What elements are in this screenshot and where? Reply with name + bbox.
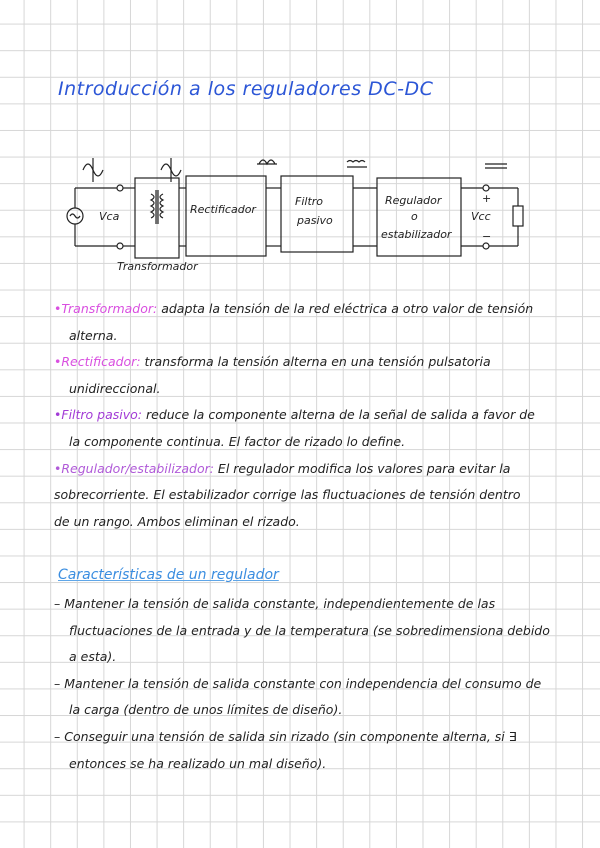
list-item-continuation: fluctuaciones de la entrada y de la temperatura (se sobredimensiona debido bbox=[69, 622, 550, 638]
ripple-wave-icon bbox=[347, 161, 367, 168]
regulator-label-1: Regulador bbox=[385, 194, 442, 207]
list-item: – Mantener la tensión de salida constante con independencia del consumo de bbox=[54, 675, 542, 691]
regulator-label-3: estabilizador bbox=[381, 228, 452, 241]
term-regulador: Regulador/estabilizador: bbox=[61, 460, 214, 476]
transformer-label: Transformador bbox=[117, 260, 198, 273]
bullet-item-continuation: de un rango. Ambos eliminan el rizado. bbox=[54, 513, 300, 529]
block-diagram bbox=[55, 150, 535, 280]
bullet-item-continuation: la componente continua. El factor de rizado lo define. bbox=[69, 433, 406, 449]
term-transformador: Transformador: bbox=[61, 301, 158, 316]
list-item-continuation: entonces se ha realizado un mal diseño). bbox=[69, 755, 327, 771]
minus-sign: − bbox=[482, 230, 492, 243]
filter-label-2: pasivo bbox=[297, 214, 333, 227]
list-item-continuation: a esta). bbox=[69, 649, 117, 665]
bullet-item-continuation: alterna. bbox=[69, 327, 118, 343]
filter-label-1: Filtro bbox=[295, 195, 324, 208]
component-definitions bbox=[54, 296, 554, 535]
bullet-item-continuation: unidireccional. bbox=[69, 380, 161, 396]
list-item: – Mantener la tensión de salida constante, independientemente de las bbox=[54, 596, 496, 611]
term-rectificador: Rectificador: bbox=[61, 354, 141, 370]
bullet-item-continuation: sobrecorriente. El estabilizador corrige las fluctuaciones de tensión dentro bbox=[54, 487, 521, 503]
rectifier-label: Rectificador bbox=[190, 203, 256, 216]
bullet-item: •Rectificador: transforma la tensión alterna en una tensión pulsatoria bbox=[54, 354, 491, 370]
load-resistor-icon bbox=[513, 206, 523, 226]
regulator-label-2: o bbox=[411, 210, 418, 223]
plus-sign: + bbox=[482, 192, 492, 205]
bullet-item: •Transformador: adapta la tensión de la red eléctrica a otro valor de tensión bbox=[54, 301, 534, 316]
list-item-continuation: la carga (dentro de unos límites de diseño). bbox=[69, 702, 343, 718]
bullet-item: •Regulador/estabilizador: El regulador modifica los valores para evitar la bbox=[54, 460, 511, 476]
list-item: – Conseguir una tensión de salida sin rizado (sin componente alterna, si ∃ bbox=[54, 728, 517, 744]
output-label: Vcc bbox=[471, 210, 491, 223]
features-list bbox=[54, 591, 554, 777]
page-title: Introducción a los reguladores DC-DC bbox=[58, 78, 434, 100]
rectified-wave-icon bbox=[257, 160, 277, 164]
term-filtro-pasivo: Filtro pasivo: bbox=[61, 407, 143, 423]
source-label: Vca bbox=[99, 210, 120, 223]
section-heading: Características de un regulador bbox=[58, 567, 279, 583]
bullet-item: •Filtro pasivo: reduce la componente alterna de la señal de salida a favor de bbox=[54, 407, 535, 423]
